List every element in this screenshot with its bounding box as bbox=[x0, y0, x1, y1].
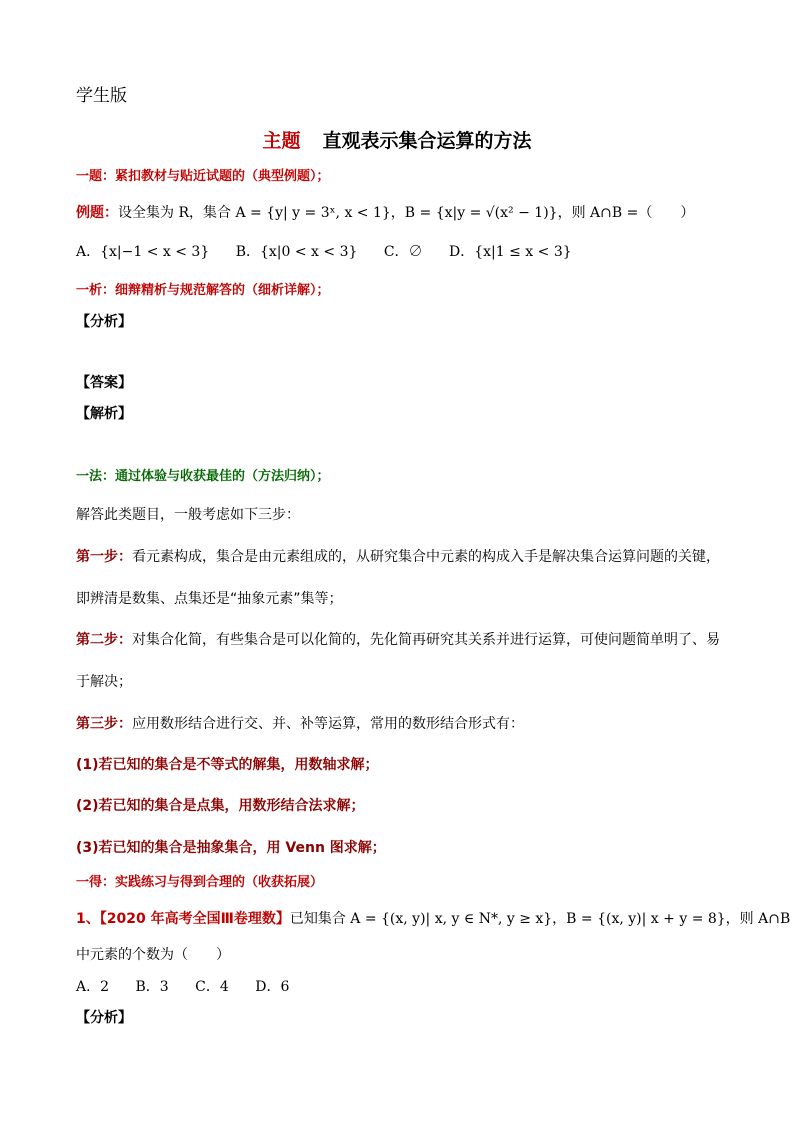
example-question bbox=[76, 203, 694, 223]
method-intro: 解答此类题目，一般考虑如下三步： bbox=[76, 507, 300, 523]
exercise-source: 【2020 年高考全国Ⅲ卷理数】 bbox=[99, 911, 290, 927]
option-a: A．{x|−1 < x < 3} bbox=[76, 244, 210, 260]
section-one-method: 一法：通过体验与收获最佳的（方法归纳）； bbox=[76, 469, 330, 484]
step-three bbox=[76, 714, 524, 734]
option-c: C．∅ bbox=[383, 244, 423, 260]
section-one-analysis: 一析：细辩精析与规范解答的（细析详解）； bbox=[76, 283, 330, 298]
case-three: (3)若已知的集合是抽象集合，用 Venn 图求解； bbox=[76, 840, 386, 856]
option-d: D．{x|1 ≤ x < 3} bbox=[449, 244, 572, 260]
exercise-option-a: A．2 bbox=[76, 979, 110, 995]
exercise-analysis-tag: 【分析】 bbox=[76, 1010, 132, 1026]
answer-tag: 【答案】 bbox=[76, 375, 132, 391]
title-prefix: 主题 bbox=[262, 130, 301, 152]
title-text: 直观表示集合运算的方法 bbox=[322, 130, 532, 152]
step-one-cont: 即辨清是数集、点集还是“抽象元素”集等； bbox=[76, 591, 343, 607]
step-one-text: 看元素构成，集合是由元素组成的，从研究集合中元素的构成入手是解决集合运算问题的关键， bbox=[132, 549, 720, 565]
section-one-gain: 一得：实践练习与得到合理的（收获拓展） bbox=[76, 875, 324, 890]
exercise-option-b: B．3 bbox=[135, 979, 169, 995]
student-version-label: 学生版 bbox=[76, 86, 127, 106]
exercise-option-c: C．4 bbox=[195, 979, 229, 995]
option-b: B．{x|0 < x < 3} bbox=[235, 244, 358, 260]
exercise-option-d: D．6 bbox=[255, 979, 290, 995]
exercise-options bbox=[76, 977, 311, 997]
step-one-label: 第一步： bbox=[76, 549, 132, 565]
explanation-tag: 【解析】 bbox=[76, 406, 132, 422]
section-one-question: 一题：紧扣教材与贴近试题的（典型例题）； bbox=[76, 169, 330, 184]
analysis-tag: 【分析】 bbox=[76, 314, 132, 330]
example-text: 设全集为 R，集合 A = {y| y = 3ˣ, x < 1}，B = {x|y = √(x² − 1)}，则 A∩B =（ ） bbox=[118, 205, 695, 221]
example-label: 例题： bbox=[76, 205, 118, 221]
step-three-label: 第三步： bbox=[76, 716, 132, 732]
page-title bbox=[0, 126, 794, 153]
exercise-question bbox=[76, 909, 790, 929]
step-two-cont: 于解决； bbox=[76, 674, 132, 690]
case-one: (1)若已知的集合是不等式的解集，用数轴求解； bbox=[76, 757, 379, 773]
step-two-text: 对集合化简，有些集合是可以化简的，先化简再研究其关系并进行运算，可使问题简单明了、易 bbox=[132, 632, 720, 648]
exercise-text-cont: 中元素的个数为（ ） bbox=[76, 947, 230, 963]
exercise-text: 已知集合 A = {(x, y)| x, y ∈ N*, y ≥ x}，B = {(x, y)| x + y = 8}，则 A∩B bbox=[289, 911, 791, 927]
step-three-text: 应用数形结合进行交、并、补等运算，常用的数形结合形式有： bbox=[132, 716, 524, 732]
case-two: (2)若已知的集合是点集，用数形结合法求解； bbox=[76, 798, 365, 814]
step-two bbox=[76, 630, 720, 650]
exercise-number: 1、 bbox=[76, 911, 100, 927]
example-options bbox=[76, 242, 594, 262]
step-two-label: 第二步： bbox=[76, 632, 132, 648]
step-one bbox=[76, 547, 720, 567]
